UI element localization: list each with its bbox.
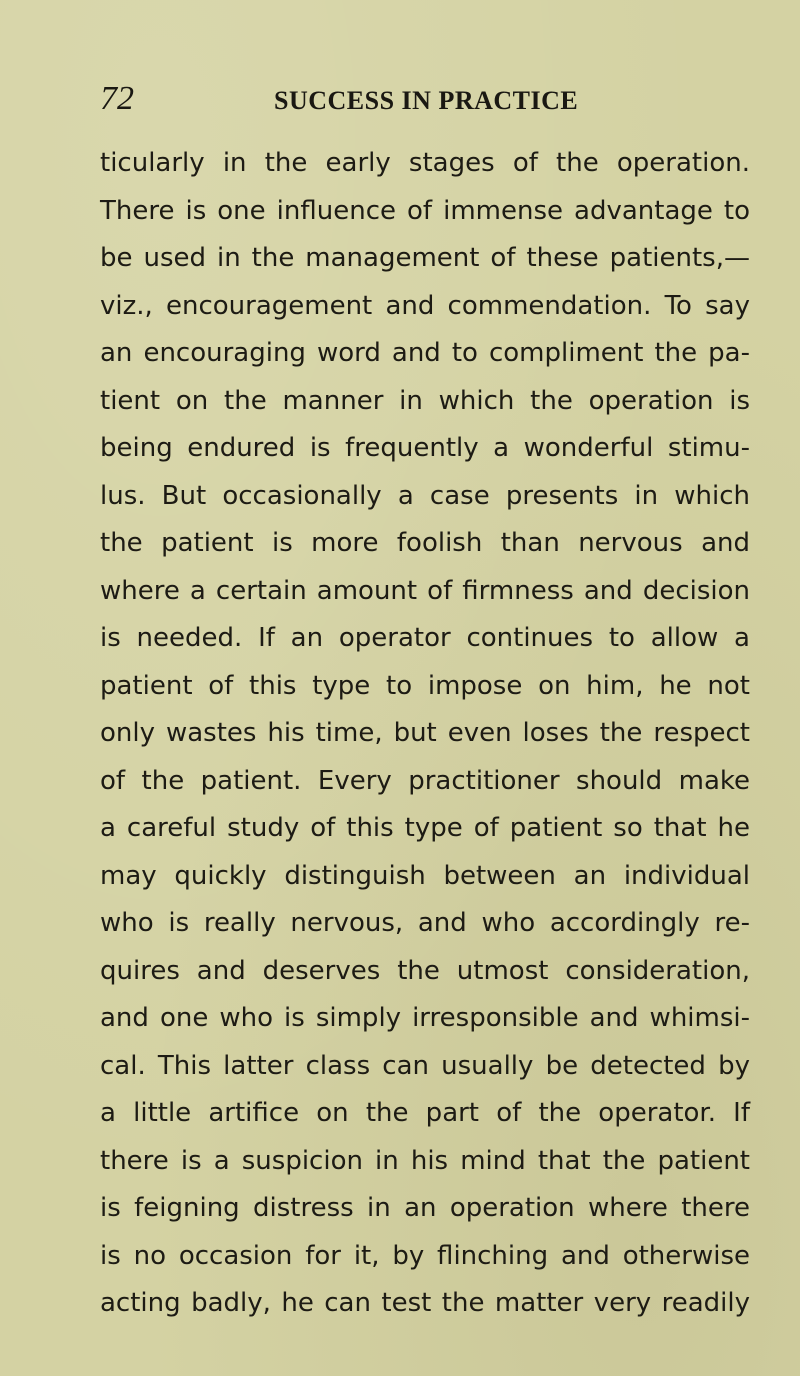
text-line: may quickly distinguish between an individual <box>100 860 750 891</box>
text-line: only wastes his time, but even loses the respect <box>100 718 750 748</box>
text-line: who is really nervous, and who accordingly re- <box>100 908 750 938</box>
text-line: the patient is more foolish than nervous and <box>100 528 750 558</box>
text-line: viz., encouragement and commendation. To say <box>100 290 750 321</box>
running-head <box>100 82 740 122</box>
text-line: is no occasion for it, by flinching and otherwise <box>100 1240 750 1271</box>
text-line: where a certain amount of firmness and decision <box>100 575 750 606</box>
text-line: an encouraging word and to compliment the pa- <box>100 338 750 368</box>
running-title: SUCCESS IN PRACTICE <box>274 86 579 115</box>
text-line: ticularly in the early stages of the operation. <box>100 148 750 178</box>
body-text <box>100 140 750 1328</box>
text-line: patient of this type to impose on him, he not <box>100 670 750 701</box>
text-line: a little artifice on the part of the operator. If <box>100 1098 750 1128</box>
text-line: be used in the management of these patients,— <box>100 243 750 273</box>
text-line: is feigning distress in an operation where there <box>100 1193 750 1223</box>
text-line: tient on the manner in which the operation is <box>100 385 750 416</box>
text-line: acting badly, he can test the matter very readily <box>100 1288 750 1318</box>
text-line: there is a suspicion in his mind that the patient <box>100 1145 750 1176</box>
text-line: quires and deserves the utmost consideration, <box>100 955 750 986</box>
text-line: of the patient. Every practitioner should make <box>100 765 750 796</box>
text-line: being endured is frequently a wonderful stimu- <box>100 433 750 463</box>
text-line: a careful study of this type of patient so that he <box>100 813 750 843</box>
text-line: There is one influence of immense advantage to <box>100 195 750 226</box>
text-line: lus. But occasionally a case presents in which <box>100 480 750 511</box>
text-line: and one who is simply irresponsible and whimsi- <box>100 1003 750 1033</box>
text-line: is needed. If an operator continues to allow a <box>100 623 750 653</box>
text-line: cal. This latter class can usually be detected by <box>100 1050 750 1081</box>
page-number: 72 <box>100 80 134 117</box>
